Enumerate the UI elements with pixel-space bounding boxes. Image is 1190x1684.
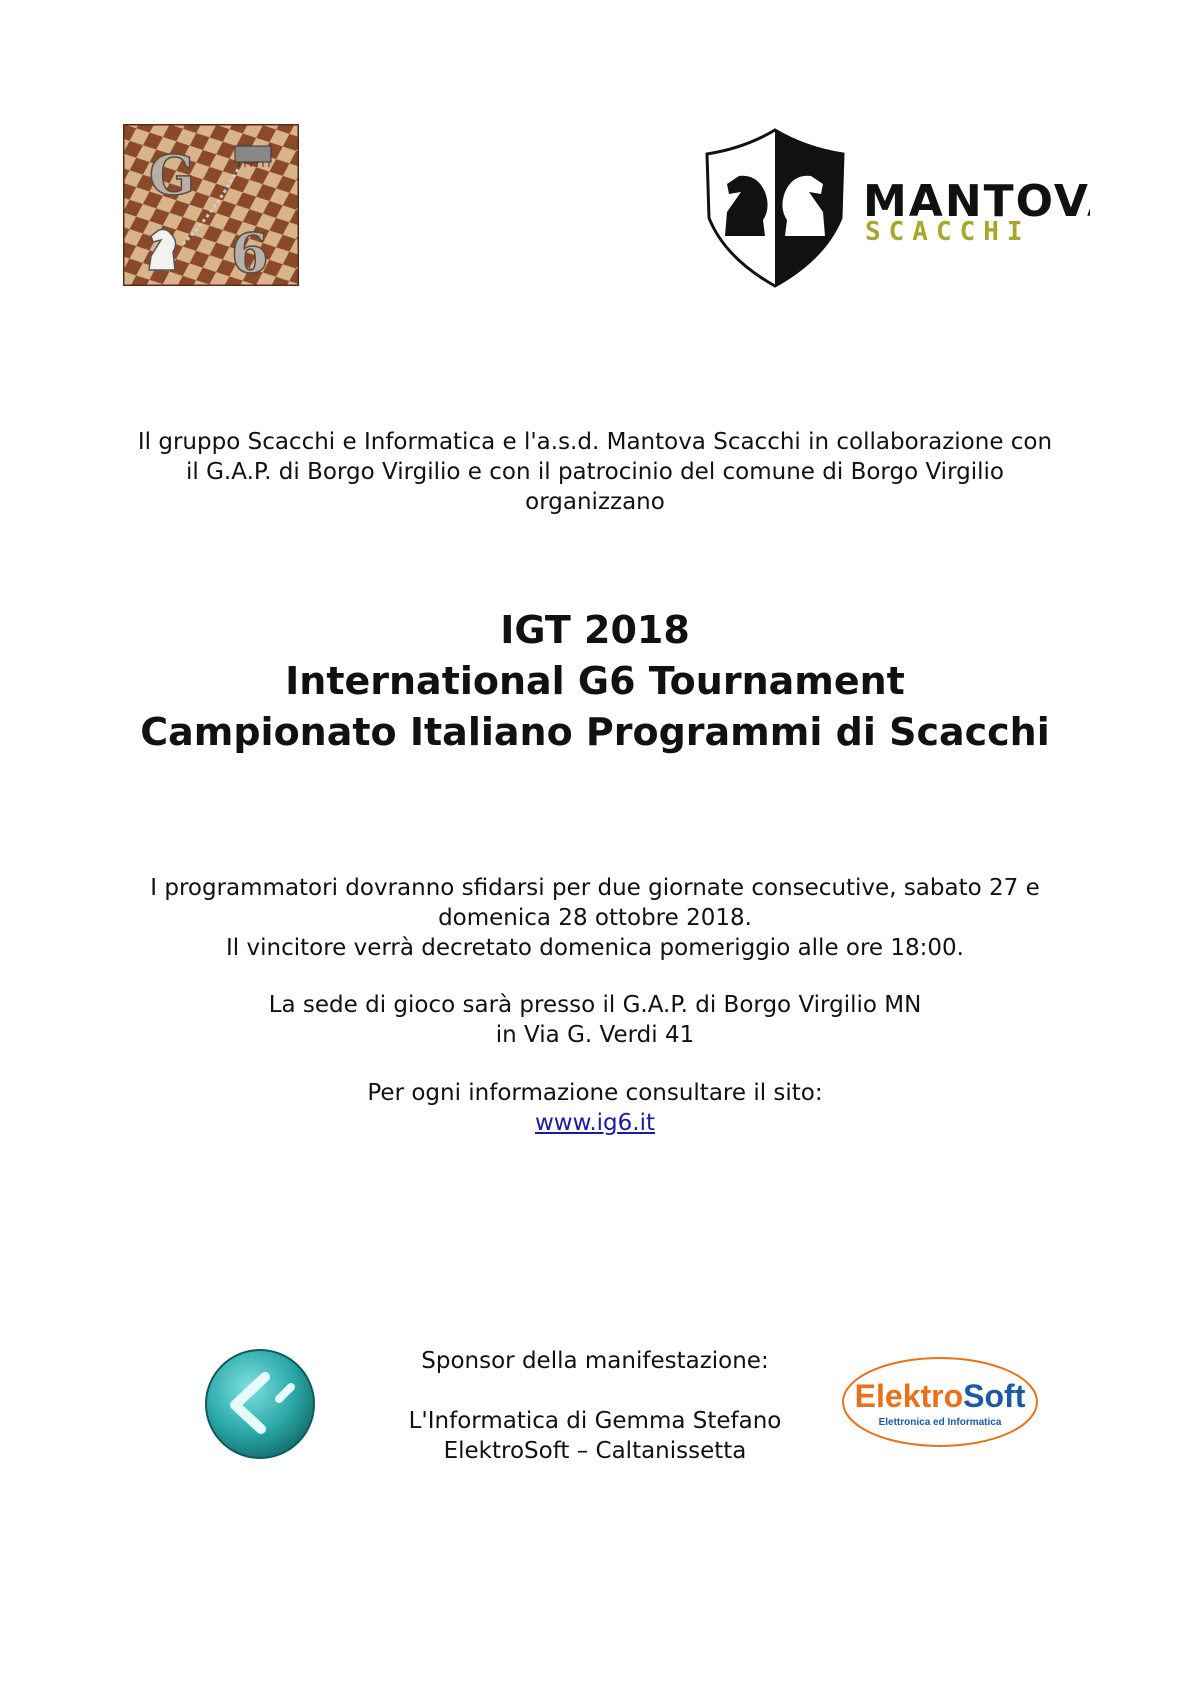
winner-line: Il vincitore verrà decretato domenica pomeriggio alle ore 18:00. [226,935,964,961]
elektrosoft-tagline: Elettronica ed Informatica [878,1417,1002,1428]
g6-logo [123,124,299,286]
info [0,1078,1190,1138]
informatica-logo [203,1347,317,1461]
sponsor-2: ElektroSoft – Caltanissetta [443,1438,747,1464]
g6-letter-g: G [149,143,196,207]
g6-letter-6: 6 [231,221,269,285]
elektrosoft-logo [840,1355,1040,1449]
venue-line-2: in Via G. Verdi 41 [495,1022,695,1048]
event-dates [0,873,1190,963]
intro-line-1: Il gruppo Scacchi e Informatica e l'a.s.d. Mantova Scacchi in collaborazione con [137,429,1053,455]
sponsor-1: L'Informatica di Gemma Stefano [408,1408,782,1434]
intro-paragraph [0,427,1190,517]
mantova-sub: SCACCHI [865,217,1031,247]
title-igt: IGT 2018 [500,608,690,652]
intro-line-3: organizzano [525,489,665,515]
venue-line-1: La sede di gioco sarà presso il G.A.P. di Borgo Virgilio MN [268,992,922,1018]
soft-part: Soft [963,1378,1026,1414]
mantova-name: MANTOV [863,176,1087,227]
elektro-part: Elektro [854,1378,964,1414]
title-campionato: Campionato Italiano Programmi di Scacchi [140,710,1050,754]
sponsor-heading: Sponsor della manifestazione: [421,1348,769,1374]
dates-line-1: I programmatori dovranno sfidarsi per due giornate consecutive, sabato 27 e [150,875,1040,901]
svg-text:ElektroSoft [855,1378,1026,1414]
intro-line-2: il G.A.P. di Borgo Virgilio e con il patrocinio del comune di Borgo Virgilio [186,459,1004,485]
venue [0,990,1190,1050]
title-international: International G6 Tournament [285,659,905,703]
dates-line-2: domenica 28 ottobre 2018. [438,905,752,931]
website-link[interactable]: www.ig6.it [535,1110,655,1136]
info-line: Per ogni informazione consultare il sito: [367,1080,823,1106]
event-titles [0,605,1190,758]
mantova-scacchi-logo [705,128,1090,288]
